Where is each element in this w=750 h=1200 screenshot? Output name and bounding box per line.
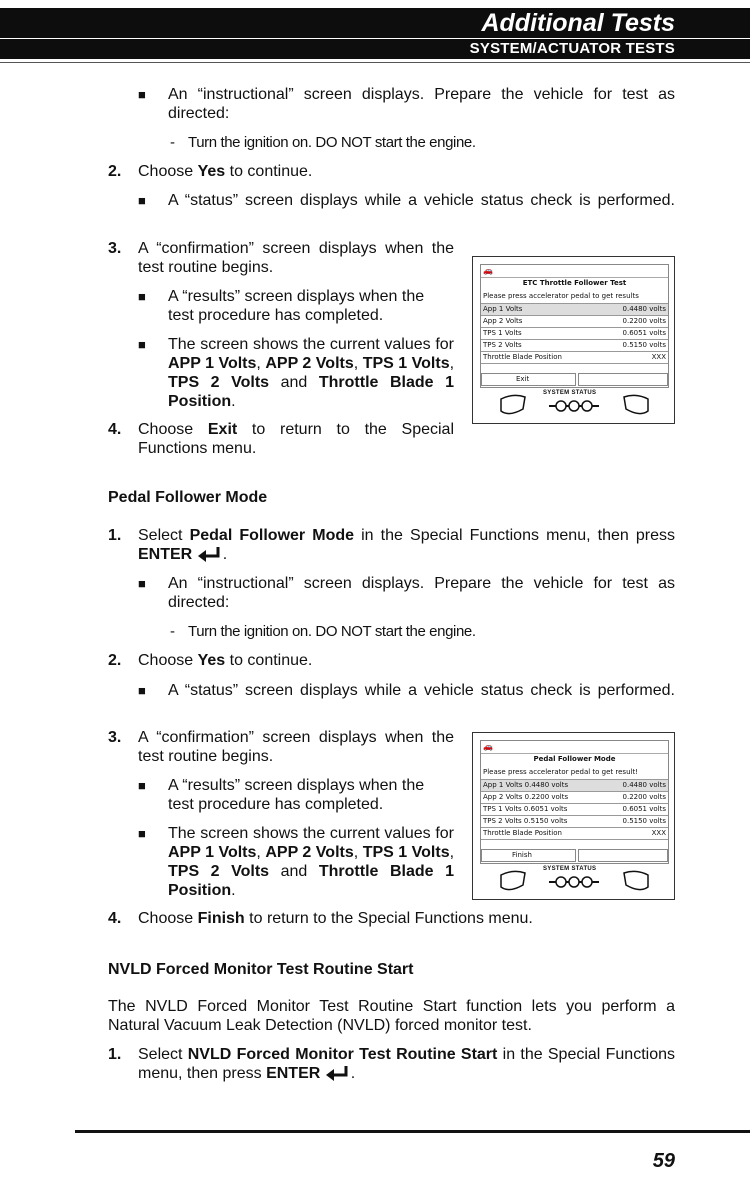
- dash-icon: -: [170, 134, 175, 151]
- screen-row-empty: [481, 363, 668, 372]
- screen-title: Pedal Follower Mode: [481, 753, 668, 764]
- step-number: 3.: [108, 240, 122, 257]
- dash-icon: -: [170, 623, 175, 640]
- sec2-step-4: Choose Finish to return to the Special Functions menu.: [138, 910, 533, 927]
- sec1-step-3: A “confirmation” screen displays when the test routine begins.: [138, 240, 454, 276]
- bullet-icon: ■: [138, 576, 146, 591]
- screen-display: [480, 264, 669, 388]
- page-number: 59: [652, 1150, 675, 1172]
- blank-softkey[interactable]: [578, 373, 668, 386]
- sec1-step-2: Choose Yes to continue.: [138, 163, 313, 180]
- sec1-bullet-status: A “status” screen displays while a vehicle status check is performed.: [168, 192, 675, 209]
- sec1-bullet-results: A “results” screen displays when the test procedure has completed.: [168, 288, 425, 324]
- bullet-icon: ■: [138, 778, 146, 793]
- finish-button[interactable]: Finish: [481, 849, 576, 862]
- status-led-icon: [569, 877, 579, 887]
- sec1-bullet-values: The screen shows the current values for APP 1 Volts, APP 2 Volts, TPS 1 Volts, TPS 2 Volts and Throttle Blade 1 Position.: [168, 336, 455, 410]
- page-header: [0, 0, 750, 64]
- screen-row[interactable]: App 2 Volts 0.2200 volts: [481, 315, 668, 328]
- step-number: 2.: [108, 652, 122, 669]
- screen-row[interactable]: App 1 Volts 0.4480 volts: [481, 303, 668, 316]
- screen-row[interactable]: App 2 Volts 0.2200 volts 0.2200 volts: [481, 791, 668, 804]
- section-heading-nvld: NVLD Forced Monitor Test Routine Start: [108, 961, 414, 978]
- screen-display: [480, 740, 669, 864]
- enter-key-icon: [325, 1065, 351, 1081]
- step-number: 1.: [108, 527, 122, 544]
- blank-softkey[interactable]: [578, 849, 668, 862]
- bullet-icon: ■: [138, 289, 146, 304]
- screen-title: ETC Throttle Follower Test: [481, 277, 668, 288]
- sec2-dash-ignition: Turn the ignition on. DO NOT start the engine.: [188, 623, 476, 640]
- scan-tool-screen-pedal: [472, 732, 675, 900]
- sec2-bullet-instructional: An “instructional” screen displays. Prepare the vehicle for test as directed:: [168, 575, 675, 611]
- screen-row[interactable]: TPS 1 Volts 0.6051 volts: [481, 327, 668, 340]
- system-status-label: SYSTEM STATUS: [543, 866, 597, 872]
- page-title: Additional Tests: [481, 9, 675, 37]
- sec2-bullet-results: A “results” screen displays when the test procedure has completed.: [168, 777, 425, 813]
- bullet-icon: ■: [138, 87, 146, 102]
- left-function-key-icon: [501, 395, 525, 413]
- status-led-icon: [556, 401, 566, 411]
- screen-row[interactable]: TPS 1 Volts 0.6051 volts 0.6051 volts: [481, 803, 668, 816]
- vehicle-icon: 🚗: [483, 266, 493, 275]
- screen-row-empty: [481, 839, 668, 848]
- header-rule: [0, 62, 750, 63]
- sec2-bullet-values: The screen shows the current values for APP 1 Volts, APP 2 Volts, TPS 1 Volts, TPS 2 Volts and Throttle Blade 1 Position.: [168, 825, 455, 899]
- sec1-bullet-instructional: An “instructional” screen displays. Prepare the vehicle for test as directed:: [168, 86, 675, 122]
- sec2-step-2: Choose Yes to continue.: [138, 652, 313, 669]
- left-function-key-icon: [501, 871, 525, 889]
- sec2-bullet-status: A “status” screen displays while a vehicle status check is performed.: [168, 682, 675, 699]
- bullet-icon: ■: [138, 337, 146, 352]
- sec2-step-1: Select Pedal Follower Mode in the Special Functions menu, then press ENTER .: [138, 527, 676, 563]
- step-number: 4.: [108, 910, 122, 927]
- right-function-key-icon: [624, 871, 648, 889]
- step-number: 2.: [108, 163, 122, 180]
- status-led-icon: [582, 877, 592, 887]
- bullet-icon: ■: [138, 683, 146, 698]
- screen-row[interactable]: Throttle Blade Position XXX: [481, 827, 668, 840]
- step-number: 4.: [108, 421, 122, 438]
- screen-row[interactable]: TPS 2 Volts 0.5150 volts: [481, 339, 668, 352]
- footer-rule: [75, 1130, 750, 1133]
- step-number: 1.: [108, 1046, 122, 1063]
- screen-row[interactable]: Throttle Blade Position XXX: [481, 351, 668, 364]
- screen-row[interactable]: TPS 2 Volts 0.5150 volts 0.5150 volts: [481, 815, 668, 828]
- step-number: 3.: [108, 729, 122, 746]
- sec1-dash-ignition: Turn the ignition on. DO NOT start the engine.: [188, 134, 476, 151]
- enter-key-icon: [197, 546, 223, 562]
- exit-button[interactable]: Exit: [481, 373, 576, 386]
- status-led-icon: [569, 401, 579, 411]
- sec1-step-4: Choose Exit to return to the Special Functions menu.: [138, 421, 455, 457]
- bullet-icon: ■: [138, 193, 146, 208]
- status-led-icon: [556, 877, 566, 887]
- sec2-step-3: A “confirmation” screen displays when the test routine begins.: [138, 729, 454, 765]
- screen-row[interactable]: App 1 Volts 0.4480 volts 0.4480 volts: [481, 779, 668, 792]
- page-subtitle: SYSTEM/ACTUATOR TESTS: [469, 40, 675, 57]
- screen-prompt: Please press accelerator pedal to get results: [483, 292, 639, 300]
- status-led-icon: [582, 401, 592, 411]
- vehicle-icon: 🚗: [483, 742, 493, 751]
- screen-prompt: Please press accelerator pedal to get result!: [483, 768, 639, 776]
- section-heading-pedal-follower: Pedal Follower Mode: [108, 489, 268, 506]
- bullet-icon: ■: [138, 826, 146, 841]
- system-status-label: SYSTEM STATUS: [543, 390, 597, 396]
- sec3-intro: The NVLD Forced Monitor Test Routine Start function lets you perform a Natural Vacuum Leak Detection (NVLD) forced monitor test.: [108, 998, 675, 1034]
- scan-tool-screen-etc: [472, 256, 675, 424]
- right-function-key-icon: [624, 395, 648, 413]
- sec3-step-1: Select NVLD Forced Monitor Test Routine Start in the Special Functions menu, then press ENTER .: [138, 1046, 676, 1082]
